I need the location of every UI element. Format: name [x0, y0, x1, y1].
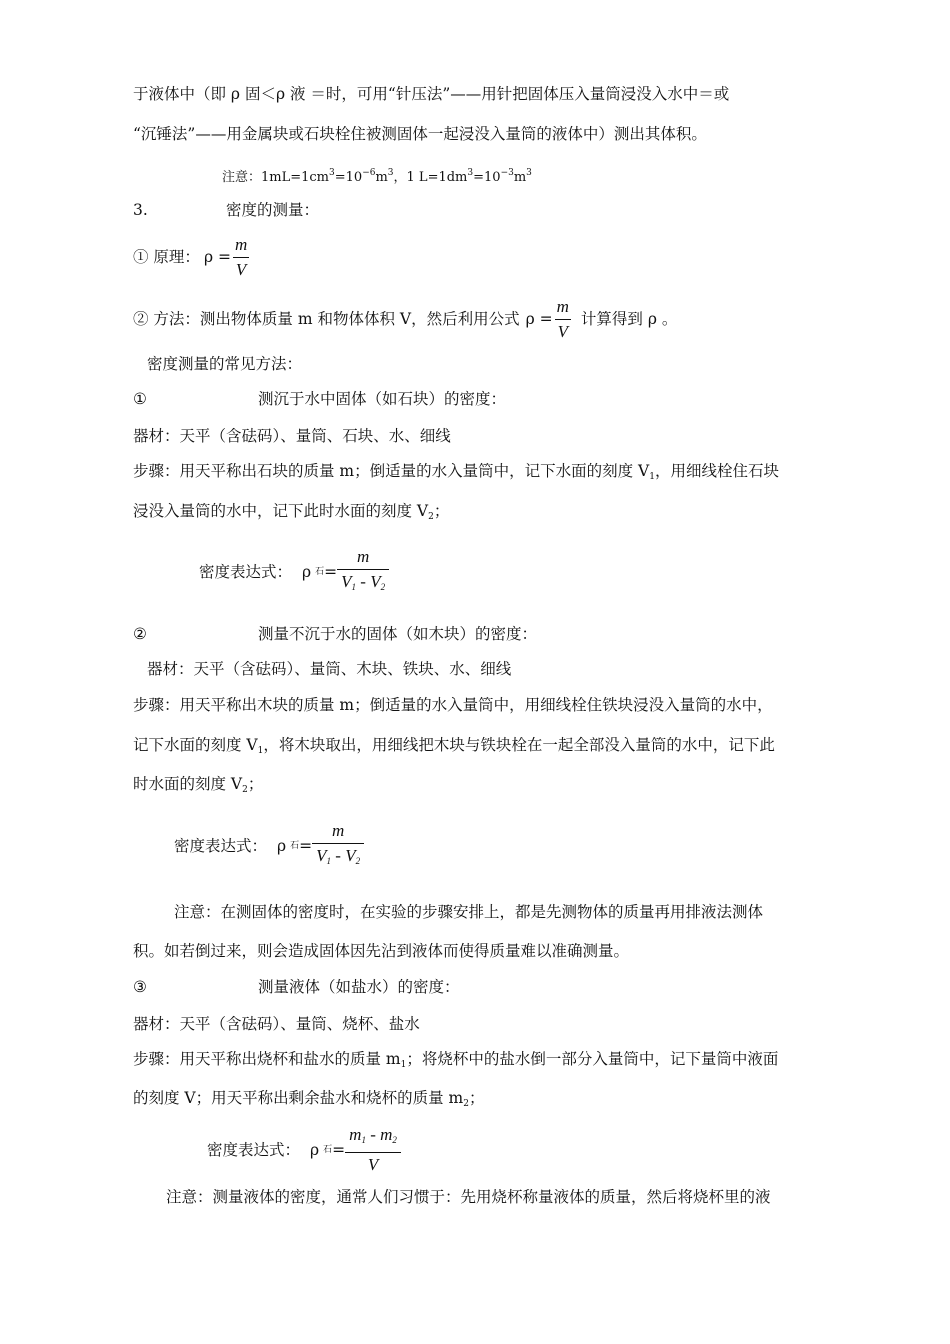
section-title: 密度的测量： [226, 201, 320, 219]
principle-line: ① 原理： ρ = $\frac{m}{V}$ [133, 234, 248, 279]
density-formula: $\frac{m}{V}$ [556, 296, 569, 341]
note-line: 注意：测量液体的密度，通常人们习惯于：先用烧杯称量液体的质量，然后将烧杯里的液 [166, 1188, 771, 1206]
step-line: 步骤：用天平称出烧杯和盐水的质量 $m_1$；将烧杯中的盐水倒一部分入量筒中，记下量筒中液面 [133, 1050, 779, 1070]
step-line: 步骤：用天平称出石块的质量 m；倒适量的水入量筒中，记下水面的刻度 $V_1$，用细线栓住石块 [133, 462, 779, 482]
unit-note: 注意：$1mL=1cm^3=10^{-6}m^3$，1 $L=1dm^3=10^{-3}m^3$ [222, 168, 532, 185]
step-line: 时水面的刻度 $V_2$； [133, 775, 264, 795]
step-line: 的刻度 V；用天平称出剩余盐水和烧杯的质量 $m_2$； [133, 1089, 485, 1109]
stone-density-formula: $\frac{m}{V_1 - V_2}$ [337, 547, 389, 597]
item-number: ① [133, 390, 147, 408]
equipment-line: 器材：天平（含砝码）、量筒、石块、水、细线 [133, 427, 451, 445]
expression-line: 密度表达式： ρ 石 = $\frac{m_1 - m_2}{V}$ [207, 1124, 401, 1176]
equipment-line: 器材：天平（含砝码）、量筒、烧杯、盐水 [133, 1015, 420, 1033]
item-number: ③ [133, 978, 147, 996]
density-formula: $\frac{m}{V}$ [234, 234, 248, 279]
wood-density-formula: $\frac{m}{V_1 - V_2}$ [312, 821, 364, 871]
method-line: ② 方法：测出物体质量 m 和物体体积 V，然后利用公式 ρ = $\frac{m}{V}$ 计算得到 ρ 。 [133, 296, 678, 341]
item-number: ② [133, 625, 147, 643]
subheading: 密度测量的常见方法： [147, 355, 303, 373]
note-line: 积。如若倒过来，则会造成固体因先沾到液体而使得质量难以准确测量。 [133, 942, 630, 960]
step-line: 记下水面的刻度 $V_1$，将木块取出，用细线把木块与铁块栓在一起全部没入量筒的水中，记下此 [133, 736, 775, 756]
item-title: 测量液体（如盐水）的密度： [258, 978, 460, 996]
note-line: 注意：在测固体的密度时，在实验的步骤安排上，都是先测物体的质量再用排液法测体 [174, 903, 764, 921]
step-line: 步骤：用天平称出木块的质量 m；倒适量的水入量筒中，用细线栓住铁块浸没入量筒的水中， [133, 696, 773, 714]
text-line: 于液体中（即 ρ 固＜ρ 液 ＝时，可用“针压法”——用针把固体压入量筒浸没入水中＝或 [133, 85, 730, 103]
expression-line: 密度表达式： ρ 石 = $\frac{m}{V_1 - V_2}$ [174, 820, 364, 872]
step-line: 浸没入量筒的水中，记下此时水面的刻度 $V_2$； [133, 502, 450, 522]
liquid-density-formula: $\frac{m_1 - m_2}{V}$ [345, 1125, 401, 1175]
item-title: 测量不沉于水的固体（如木块）的密度： [258, 625, 538, 643]
section-number: 3. [133, 201, 148, 219]
item-title: 测沉于水中固体（如石块）的密度： [258, 390, 507, 408]
expression-line: 密度表达式： ρ 石 = $\frac{m}{V_1 - V_2}$ [199, 546, 389, 598]
text-line: “沉锤法”——用金属块或石块栓住被测固体一起浸没入量筒的液体中）测出其体积。 [133, 125, 707, 143]
equipment-line: 器材：天平（含砝码）、量筒、木块、铁块、水、细线 [147, 660, 512, 678]
